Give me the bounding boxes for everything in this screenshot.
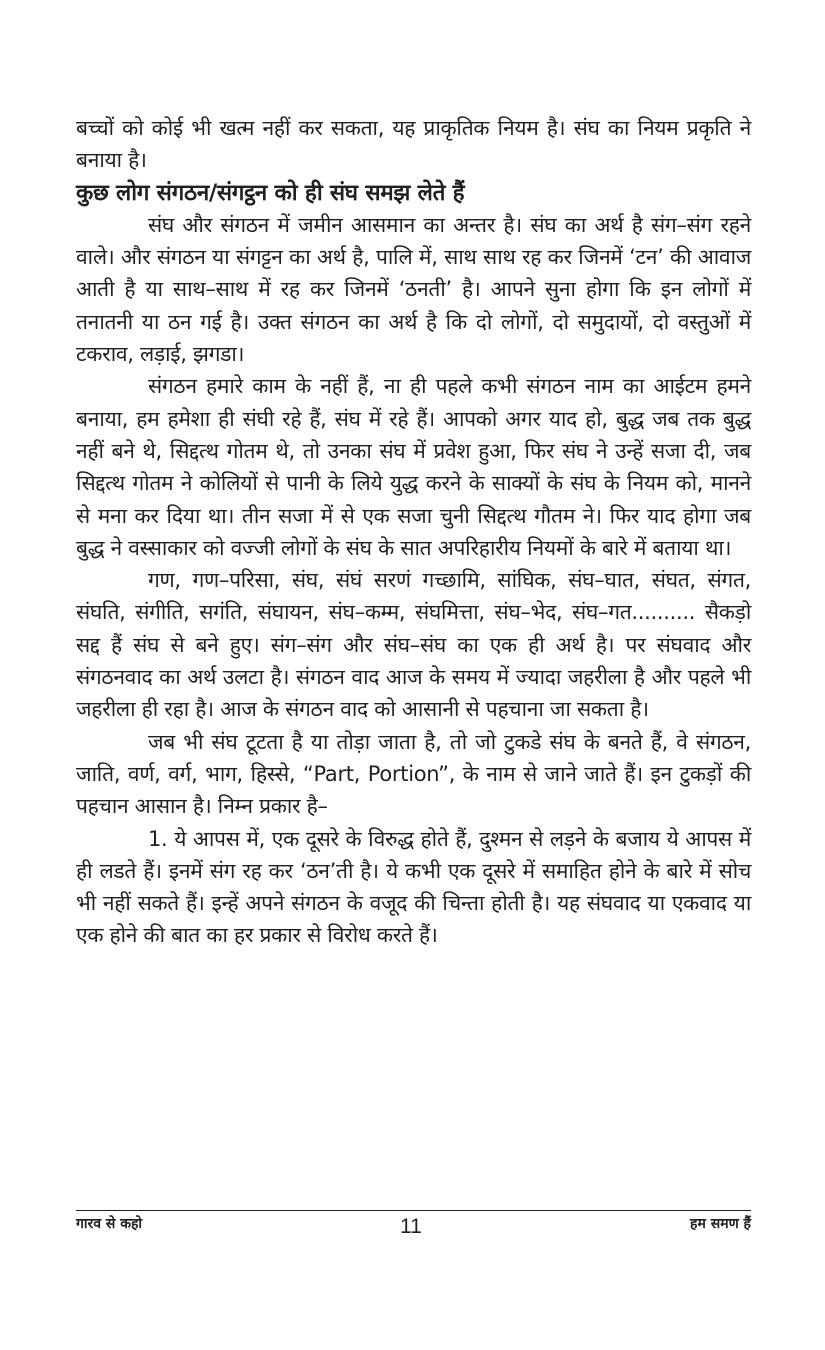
paragraph-continuation: बच्चों को कोई भी खत्म नहीं कर सकता, यह प्राकृतिक नियम है। संघ का नियम प्रकृति ने बनाया है।	[76, 116, 751, 173]
paragraph: गण, गण–परिसा, संघ, संघं सरणं गच्छामि, सांघिक, संघ–घात, संघत, संगत, संघति, संगीति, सगंति, संघायन, संघ–कम्म, संघमित्ता, संघ–भेद, संघ–गत.......... सैकड़ो सद्द हैं संघ से बने हुए। संग–संग और संघ–संघ का एक ही अर्थ है। पर संघवाद और संगठनवाद का अर्थ उलटा है। संगठन वाद आज के समय में ज्यादा जहरीला है और पहले भी जहरीला ही रहा है। आज के संगठन वाद को आसानी से पहचाना जा सकता है।	[76, 568, 751, 722]
page-footer	[76, 1210, 751, 1246]
page-body	[76, 112, 751, 952]
numbered-paragraph: 1. ये आपस में, एक दूसरे के विरुद्ध होते हैं, दुश्मन से लड़ने के बजाय ये आपस में ही लडते हैं। इनमें संग रह कर ‘ठन’ती है। ये कभी एक दूसरे में समाहित होने के बारे में सोच भी नहीं सकते हैं। इन्हें अपने संगठन के वजूद की चिन्ता होती है। यह संघवाद या एकवाद या एक होने की बात का हर प्रकार से विरोध करते हैं।	[76, 826, 751, 948]
paragraph: संघ और संगठन में जमीन आसमान का अन्तर है। संघ का अर्थ है संग–संग रहने वाले। और संगठन या संगट्टन का अर्थ है, पालि में, साथ साथ रह कर जिनमें ‘टन’ की आवाज आती है या साथ–साथ में रह कर जिनमें ‘ठनती’ है। आपने सुना होगा कि इन लोगों में तनातनी या ठन गई है। उक्त संगठन का अर्थ है कि दो लोगों, दो समुदायों, दो वस्तुओं में टकराव, लड़ाई, झगडा।	[76, 212, 751, 367]
paragraph: जब भी संघ टूटता है या तोड़ा जाता है, तो जो टुकडे संघ के बनते हैं, वे संगठन, जाति, वर्ण, वर्ग, भाग, हिस्से, “Part, Portion”, के नाम से जाने जाते हैं। इन टुकड़ों की पहचान आसान है। निम्न प्रकार है–	[76, 729, 751, 819]
footer-divider	[76, 1210, 751, 1211]
footer-book-title: गारव से कहो	[76, 1216, 143, 1232]
footer-tagline: हम समण हैं	[690, 1216, 751, 1232]
section-heading: कुछ लोग संगठन/संगट्ठन को ही संघ समझ लेते हैं	[76, 179, 465, 206]
paragraph: संगठन हमारे काम के नहीं हैं, ना ही पहले कभी संगठन नाम का आईटम हमने बनाया, हम हमेशा ही संघी रहे हैं, संघ में रहे हैं। आपको अगर याद हो, बुद्ध जब तक बुद्ध नहीं बने थे, सिद्दत्थ गोतम थे, तो उनका संघ में प्रवेश हुआ, फिर संघ ने उन्हें सजा दी, जब सिद्दत्थ गोतम ने कोलियों से पानी के लिये युद्ध करने के साक्यों के संघ के नियम को, मानने से मना कर दिया था। तीन सजा में से एक सजा चुनी सिद्दत्थ गौतम ने। फिर याद होगा जब बुद्ध ने वस्साकार को वज्जी लोगों के संघ के सात अपरिहारीय नियमों के बारे में बताया था।	[76, 374, 751, 560]
page-number: 11	[400, 1215, 422, 1238]
